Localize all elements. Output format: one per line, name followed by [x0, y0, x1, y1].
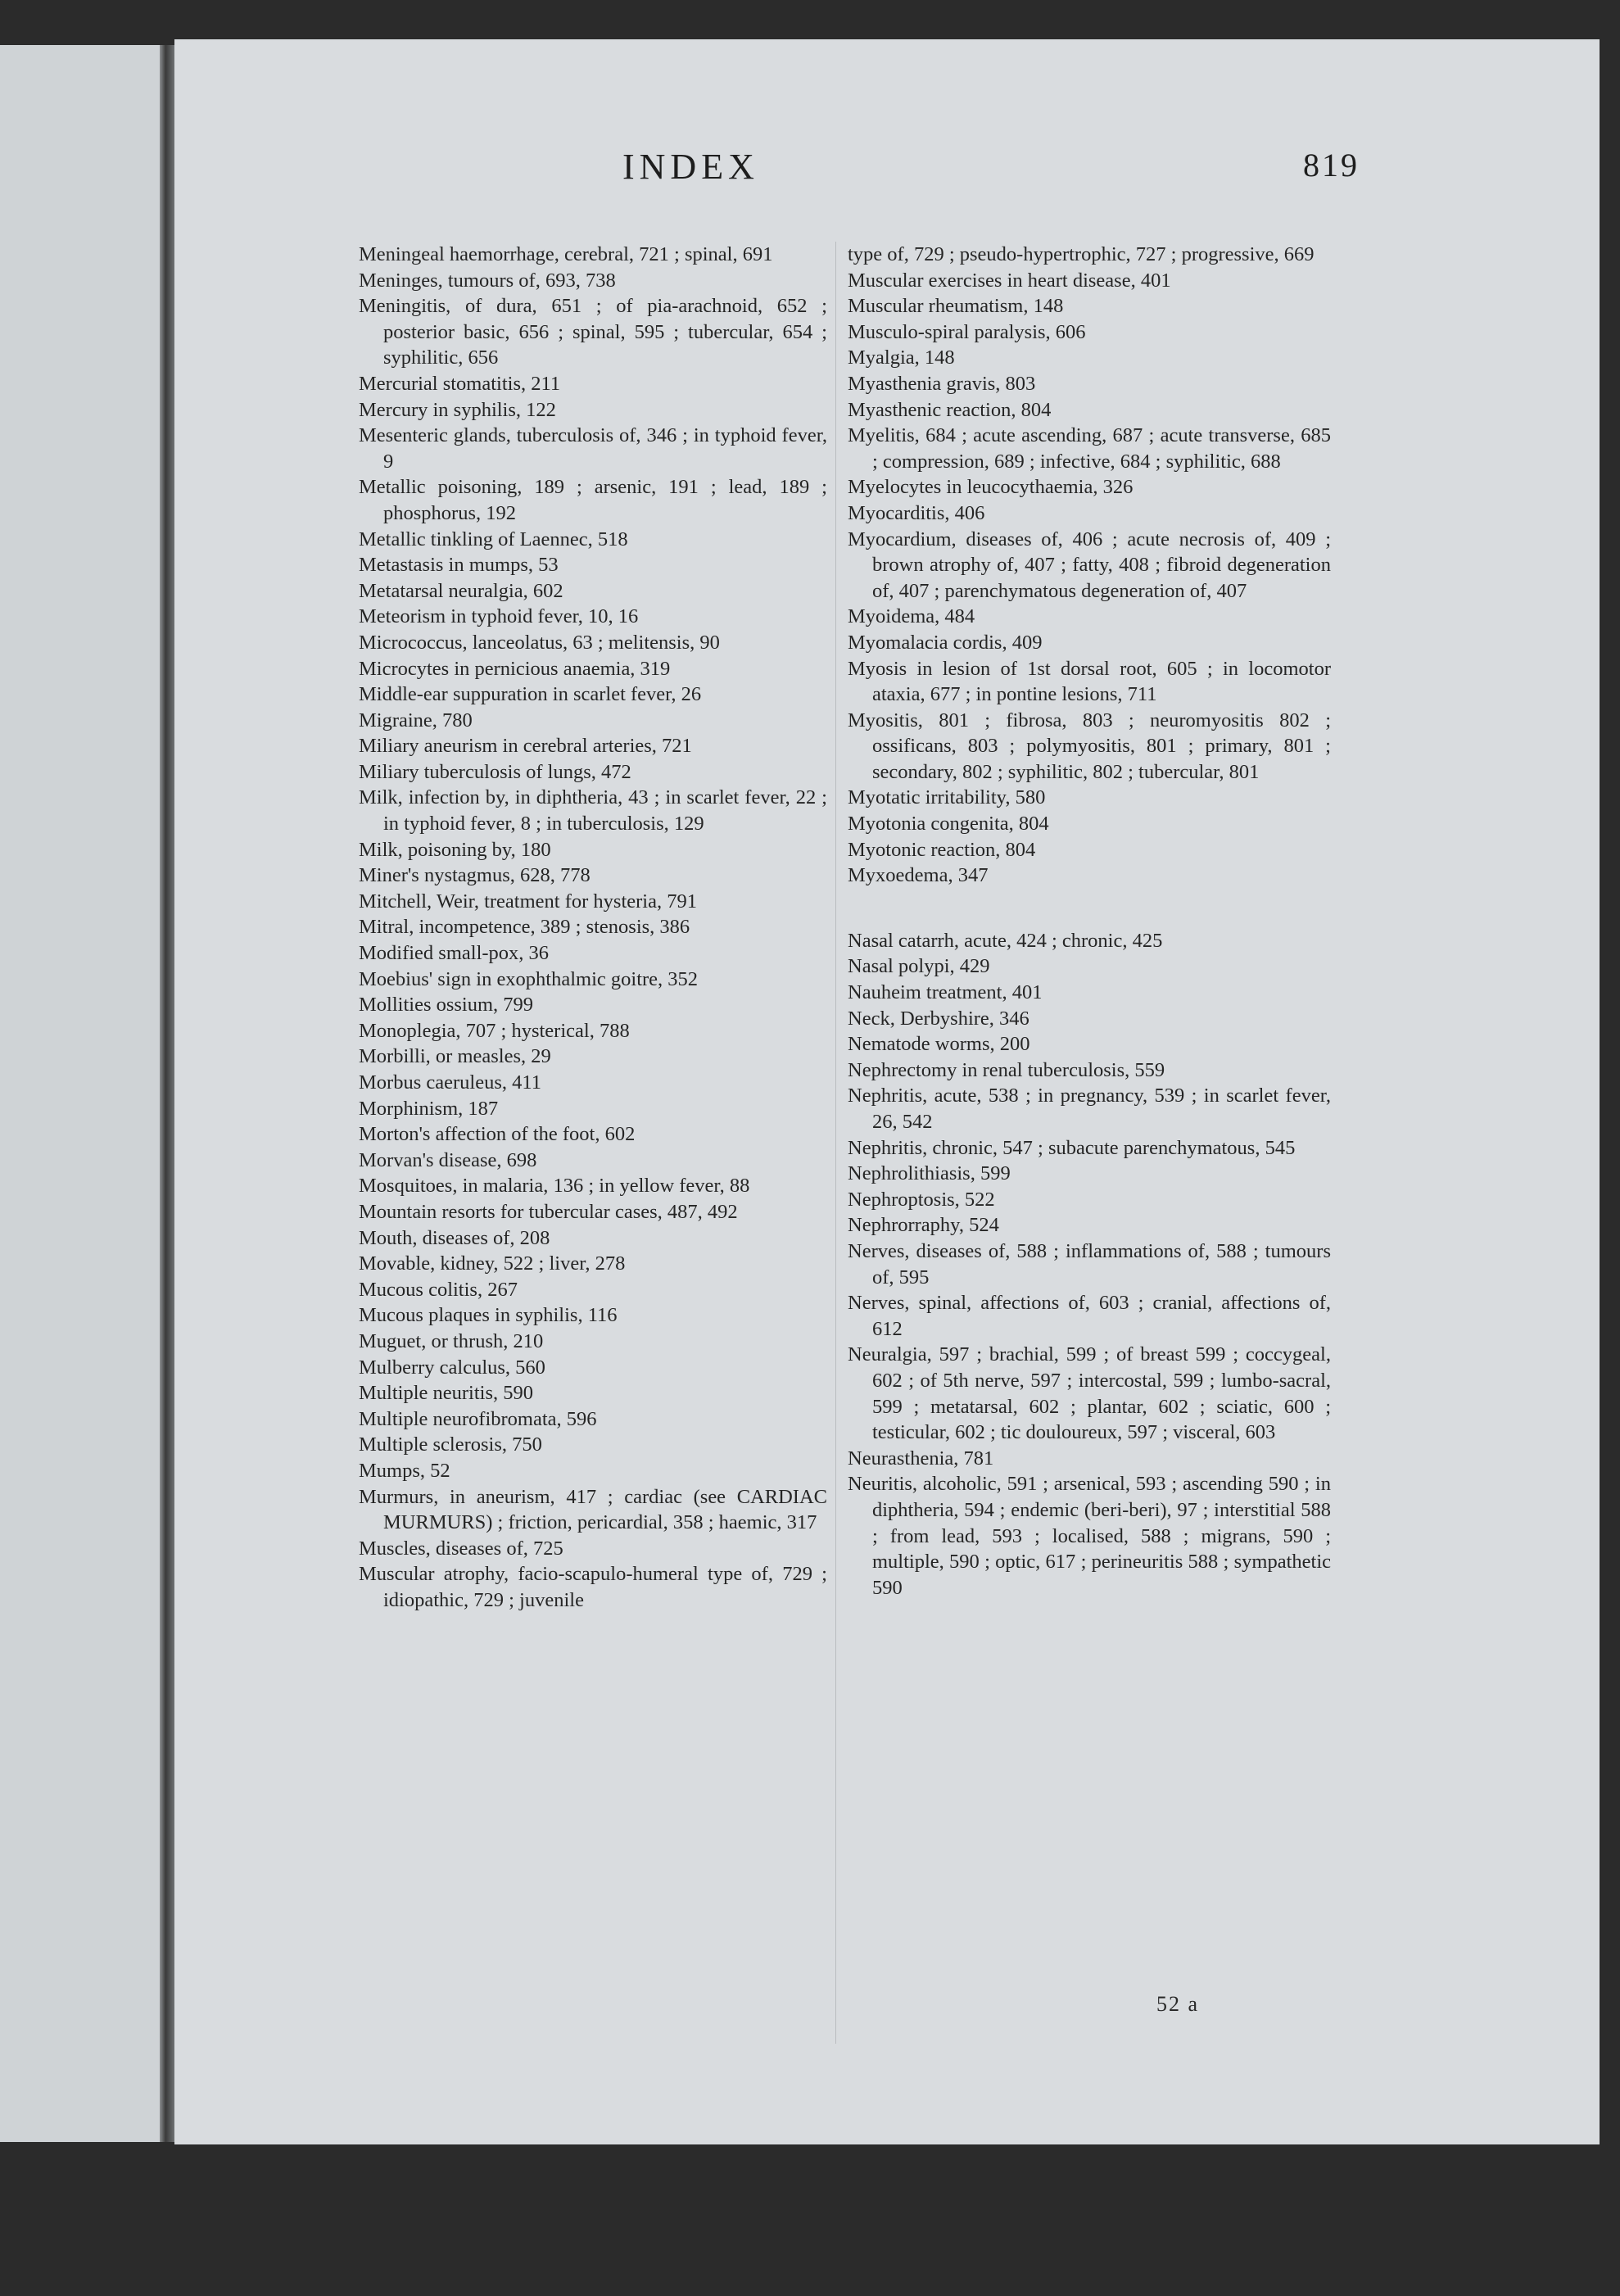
index-entry: Nerves, diseases of, 588 ; inflammations of, 588 ; tumours of, 595	[848, 1239, 1331, 1288]
index-entry: Meninges, tumours of, 693, 738	[359, 269, 616, 292]
index-entry: Myoidema, 484	[848, 605, 975, 628]
index-entry: Modified small-pox, 36	[359, 942, 550, 965]
index-entry: Nephritis, chronic, 547 ; subacute parenchymatous, 545	[848, 1136, 1296, 1159]
index-entry: Myelitis, 684 ; acute ascending, 687 ; acute transverse, 685 ; compression, 689 ; infective, 684 ; syphilitic, 688	[848, 424, 1331, 473]
index-entry: Mumps, 52	[359, 1459, 450, 1482]
index-entry: Metastasis in mumps, 53	[359, 554, 559, 577]
index-entry: Nasal catarrh, acute, 424 ; chronic, 425	[848, 929, 1163, 952]
index-entry: Myasthenic reaction, 804	[848, 398, 1052, 421]
index-entry: Morphinism, 187	[359, 1097, 499, 1120]
index-entry: Mercurial stomatitis, 211	[359, 372, 561, 395]
index-entry: Mulberry calculus, 560	[359, 1356, 545, 1379]
index-entry: Micrococcus, lanceolatus, 63 ; melitensis, 90	[359, 631, 720, 654]
index-entry: Nematode worms, 200	[848, 1033, 1030, 1056]
index-entry: Muscular exercises in heart disease, 401	[848, 269, 1171, 292]
index-entry: Myxoedema, 347	[848, 864, 989, 887]
index-entry: Nephrectomy in renal tuberculosis, 559	[848, 1058, 1165, 1081]
index-entry: Mitral, incompetence, 389 ; stenosis, 386	[359, 916, 690, 939]
index-entry: Mitchell, Weir, treatment for hysteria, 791	[359, 890, 697, 913]
index-entry: Mercury in syphilis, 122	[359, 398, 556, 421]
index-entry: Mountain resorts for tubercular cases, 487, 492	[359, 1200, 738, 1223]
index-entry: Meningeal haemorrhage, cerebral, 721 ; spinal, 691	[359, 243, 773, 265]
index-entry: Mouth, diseases of, 208	[359, 1226, 550, 1249]
index-entry: Movable, kidney, 522 ; liver, 278	[359, 1252, 626, 1275]
index-entry: Muscles, diseases of, 725	[359, 1537, 563, 1560]
index-entry: Morbus caeruleus, 411	[359, 1071, 541, 1094]
index-entry: Nasal polypi, 429	[848, 955, 990, 978]
index-entry: Muscular rheumatism, 148	[848, 295, 1064, 318]
index-entry: Monoplegia, 707 ; hysterical, 788	[359, 1019, 630, 1042]
page-number: 819	[1303, 147, 1360, 183]
index-entry: Mucous colitis, 267	[359, 1278, 518, 1301]
index-entry: Myotonia congenita, 804	[848, 813, 1049, 836]
index-entry: Myalgia, 148	[848, 346, 955, 369]
index-entry: Morbilli, or measles, 29	[359, 1045, 551, 1068]
index-entry: Morton's affection of the foot, 602	[359, 1123, 636, 1146]
index-entry: Metallic poisoning, 189 ; arsenic, 191 ; lead, 189 ; phosphorus, 192	[359, 476, 827, 524]
index-entry: Nerves, spinal, affections of, 603 ; cranial, affections of, 612	[848, 1292, 1331, 1340]
index-entry: Meteorism in typhoid fever, 10, 16	[359, 605, 639, 628]
index-entry: Milk, poisoning by, 180	[359, 838, 551, 861]
index-entry: Neuralgia, 597 ; brachial, 599 ; of breast 599 ; coccygeal, 602 ; of 5th nerve, 597 ; intercostal, 599 ; lumbo-sacral, 599 ; metatarsal, 602 ; plantar, 602 ; sciatic, 600 ; testicular, 602 ; tic douloureux, 597 ; visceral, 603	[848, 1343, 1331, 1444]
index-entry: Meningitis, of dura, 651 ; of pia-arachnoid, 652 ; posterior basic, 656 ; spinal, 595 ; tubercular, 654 ; syphilitic, 656	[359, 295, 827, 369]
section-gap	[848, 889, 1331, 928]
index-entry: Nephritis, acute, 538 ; in pregnancy, 539 ; in scarlet fever, 26, 542	[848, 1085, 1331, 1133]
printer-signature-mark: 52 a	[1156, 1992, 1200, 2016]
book-gutter	[160, 45, 174, 2142]
index-entry: Myotonic reaction, 804	[848, 838, 1036, 861]
index-entry: Mucous plaques in syphilis, 116	[359, 1304, 618, 1327]
column-divider	[835, 242, 836, 2044]
index-entry: Musculo-spiral paralysis, 606	[848, 320, 1086, 343]
index-entry: Metallic tinkling of Laennec, 518	[359, 528, 628, 550]
index-entry: Miner's nystagmus, 628, 778	[359, 864, 591, 887]
index-entry: Neuritis, alcoholic, 591 ; arsenical, 593 ; ascending 590 ; in diphtheria, 594 ; endemic (beri-beri), 97 ; interstitial 588 ; from lead, 593 ; localised, 588 ; migrans, 590 ; multiple, 590 ; optic, 617 ; perineuritis 588 ; sympathetic 590	[848, 1473, 1331, 1599]
index-entry: Nephrorraphy, 524	[848, 1214, 999, 1237]
index-entry: type of, 729 ; pseudo-hypertrophic, 727 ; progressive, 669	[848, 243, 1315, 265]
index-entry: Mollities ossium, 799	[359, 994, 534, 1017]
index-entry: Myocarditis, 406	[848, 501, 985, 524]
index-entry: Muscular atrophy, facio-scapulo-humeral type of, 729 ; idiopathic, 729 ; juvenile	[359, 1563, 827, 1611]
index-column-left	[359, 242, 827, 1613]
index-entry: Miliary tuberculosis of lungs, 472	[359, 760, 631, 783]
index-entry: Nephrolithiasis, 599	[848, 1162, 1011, 1185]
index-entry: Muguet, or thrush, 210	[359, 1329, 544, 1352]
index-entry: Miliary aneurism in cerebral arteries, 721	[359, 735, 692, 758]
running-head	[622, 146, 1360, 195]
index-entry: Migraine, 780	[359, 709, 473, 731]
index-entry: Myomalacia cordis, 409	[848, 631, 1043, 654]
index-column-right	[848, 242, 1331, 1601]
facing-page-margin	[0, 45, 164, 2142]
index-entry: Multiple sclerosis, 750	[359, 1433, 542, 1456]
index-entry: Moebius' sign in exophthalmic goitre, 352	[359, 967, 699, 990]
index-entry: Nephroptosis, 522	[848, 1188, 995, 1211]
index-entry: Multiple neurofibromata, 596	[359, 1407, 597, 1430]
index-entry: Milk, infection by, in diphtheria, 43 ; in scarlet fever, 22 ; in typhoid fever, 8 ; in tuberculosis, 129	[359, 786, 827, 836]
index-entry: Myocardium, diseases of, 406 ; acute necrosis of, 409 ; brown atrophy of, 407 ; fatty, 408 ; fibroid degeneration of, 407 ; parenchymatous degeneration of, 407	[848, 528, 1331, 602]
page-title: INDEX	[622, 147, 759, 187]
index-entry: Myotatic irritability, 580	[848, 786, 1046, 809]
index-entry: Multiple neuritis, 590	[359, 1382, 533, 1405]
index-entry: Myositis, 801 ; fibrosa, 803 ; neuromyositis 802 ; ossificans, 803 ; polymyositis, 801 ; primary, 801 ; secondary, 802 ; syphilitic, 802 ; tubercular, 801	[848, 709, 1331, 783]
index-entry: Myelocytes in leucocythaemia, 326	[848, 476, 1134, 499]
index-entry: Mosquitoes, in malaria, 136 ; in yellow fever, 88	[359, 1175, 750, 1198]
index-entry: Myasthenia gravis, 803	[848, 372, 1036, 395]
index-entry: Mesenteric glands, tuberculosis of, 346 ; in typhoid fever, 9	[359, 424, 827, 473]
index-entry: Neurasthenia, 781	[848, 1447, 994, 1470]
index-entry: Neck, Derbyshire, 346	[848, 1007, 1029, 1030]
index-entry: Morvan's disease, 698	[359, 1148, 537, 1171]
index-entry: Myosis in lesion of 1st dorsal root, 605 ; in locomotor ataxia, 677 ; in pontine lesions, 711	[848, 657, 1331, 706]
index-entry: Microcytes in pernicious anaemia, 319	[359, 657, 671, 680]
index-entry: Nauheim treatment, 401	[848, 981, 1043, 1004]
index-entry: Middle-ear suppuration in scarlet fever, 26	[359, 683, 702, 706]
index-entry: Murmurs, in aneurism, 417 ; cardiac (see CARDIAC MURMURS) ; friction, pericardial, 358 ; haemic, 317	[359, 1485, 827, 1534]
index-entry: Metatarsal neuralgia, 602	[359, 579, 563, 602]
